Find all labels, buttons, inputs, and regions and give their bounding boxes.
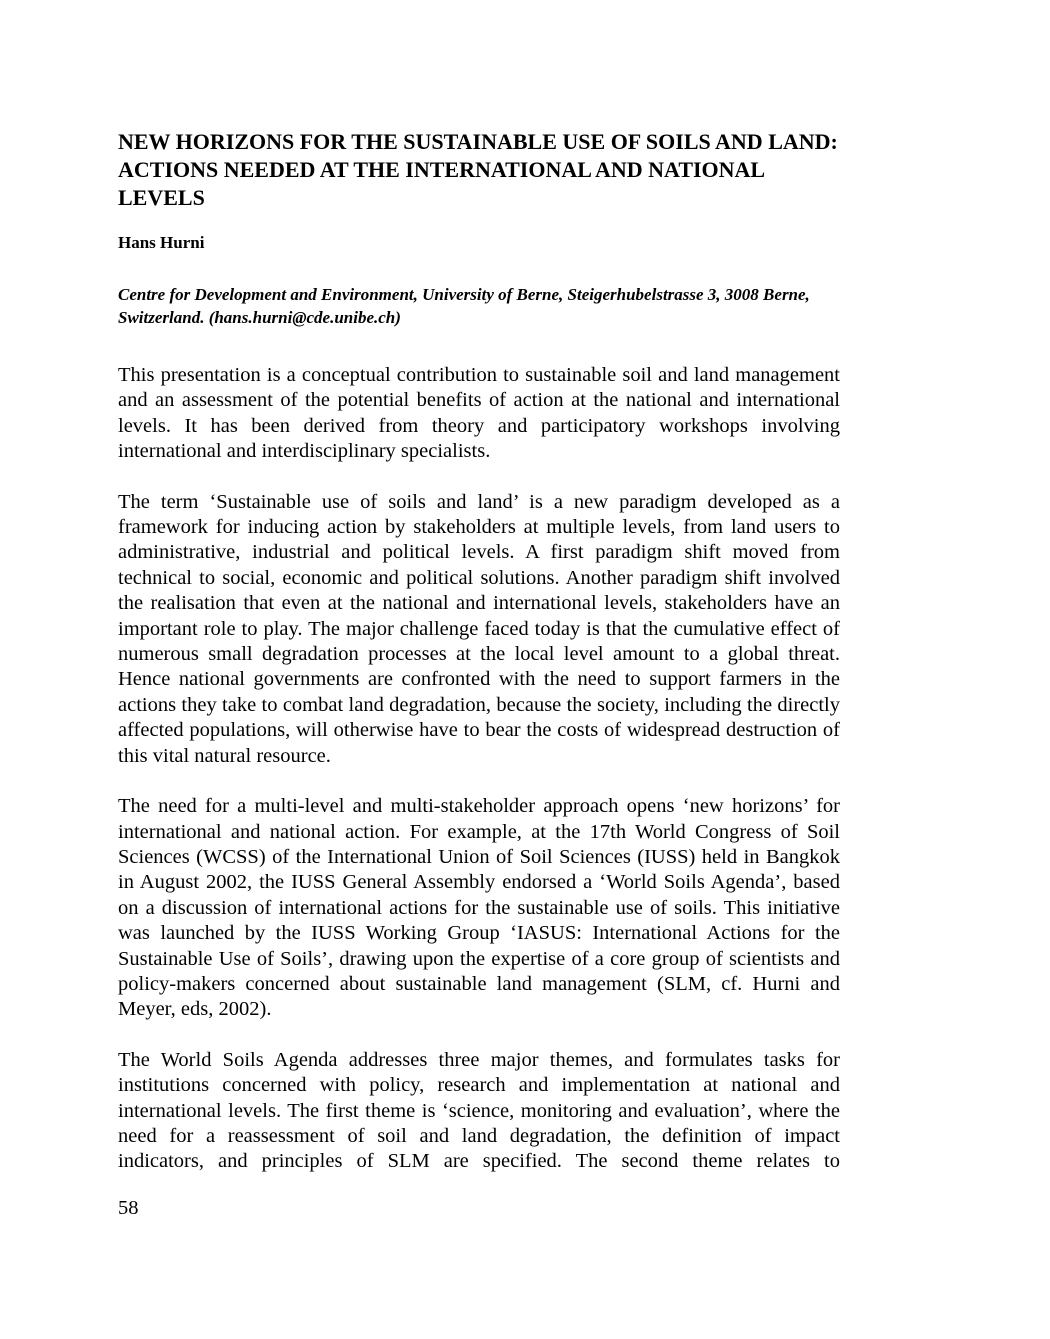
paragraph-world-soils-agenda: The World Soils Agenda addresses three major themes, and formulates tasks for institutions concerned with policy, research and implementation at national and international levels. The first theme is ‘science, monitoring and evaluation’, where the need for a reassessment of soil and land degradation, the definition of impact indicators, and principles of SLM are specified. The second theme relates to <box>118 1048 840 1173</box>
page-title: NEW HORIZONS FOR THE SUSTAINABLE USE OF SOILS AND LAND: ACTIONS NEEDED AT THE INTERNATIONAL AND NATIONAL LEVELS <box>118 129 838 210</box>
paragraph-new-horizons: The need for a multi-level and multi-stakeholder approach opens ‘new horizons’ for international and national action. For example, at the 17th World Congress of Soil Sciences (WCSS) of the International Union of Soil Sciences (IUSS) held in Bangkok in August 2002, the IUSS General Assembly endorsed a ‘World Soils Agenda’, based on a discussion of international actions for the sustainable use of soils. This initiative was launched by the IUSS Working Group ‘IASUS: International Actions for the Sustainable Use of Soils’, drawing upon the expertise of a core group of scientists and policy-makers concerned about sustainable land management (SLM, cf. Hurni and Meyer, eds, 2002). <box>118 795 840 1021</box>
text-block <box>118 128 840 1200</box>
page-number: 58 <box>118 1197 139 1219</box>
paragraph-paradigm: The term ‘Sustainable use of soils and land’ is a new paradigm developed as a framework for inducing action by stakeholders at multiple levels, from land users to administrative, industrial and political levels. A first paradigm shift moved from technical to social, economic and political solutions. Another paradigm shift involved the realisation that even at the national and international levels, stakeholders have an important role to play. The major challenge faced today is that the cumulative effect of numerous small degradation processes at the local level amount to a global threat. Hence national governments are confronted with the need to support farmers in the actions they take to combat land degradation, because the society, including the directly affected populations, will otherwise have to bear the costs of widespread destruction of this vital natural resource. <box>118 490 840 767</box>
author-affiliation: Centre for Development and Environment, University of Berne, Steigerhubelstrasse 3, 3008 Berne, Switzerland. (hans.hurni@cde.unibe.ch) <box>118 285 810 327</box>
author-name: Hans Hurni <box>118 233 205 252</box>
paragraph-intro: This presentation is a conceptual contribution to sustainable soil and land management and an assessment of the potential benefits of action at the national and international levels. It has been derived from theory and participatory workshops involving international and interdisciplinary specialists. <box>118 364 840 463</box>
